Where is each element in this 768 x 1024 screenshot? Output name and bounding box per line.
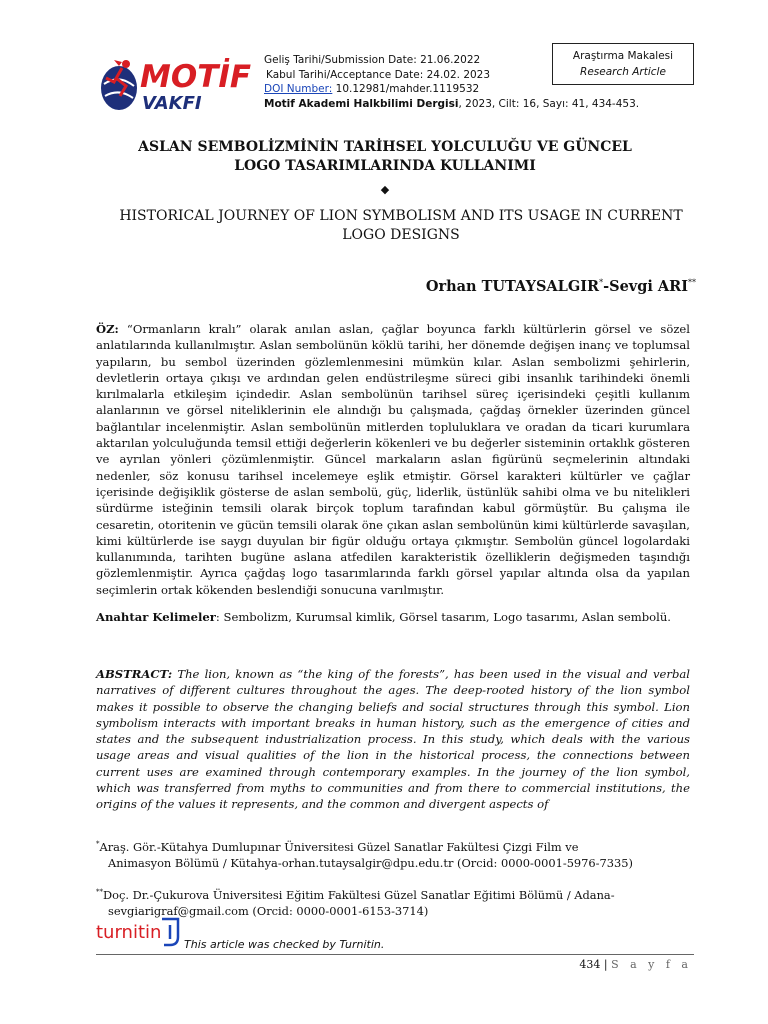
article-type-tr: Araştırma Makalesi: [572, 50, 674, 62]
author-second: -Sevgi ARI: [603, 278, 688, 295]
footnote-2-rest: sevgiarigraf@gmail.com (Orcid: 0000-0001-6153-3714): [108, 904, 429, 919]
globe-runner-icon: [96, 56, 142, 116]
doi-value: 10.12981/mahder.1119532: [332, 83, 480, 95]
journal-issue: , 2023, Cilt: 16, Sayı: 41, 434-453.: [458, 97, 640, 110]
title-english: HISTORICAL JOURNEY OF LION SYMBOLISM AND ITS USAGE IN CURRENT LOGO DESIGNS: [119, 208, 683, 243]
abstract-turkish-label: ÖZ:: [96, 322, 119, 336]
abstract-turkish-text: “Ormanların kralı” olarak anılan aslan, çağlar boyunca farklı kültürlerin görsel ve sözel anlatılarında kullanılmıştır. Aslan sembolünün köklü tarihi, her dönemde değişen inanç ve toplumsal yapıların, bu sembol üzerinden gözlemlenmesini mümkün kılar. Aslan sembolizmi şehirlerin, devletlerin ortaya çıkışı ve ardından gelen endüstrileşme süreci gibi insanlık tarihindeki önemli kırılmalarla etkileşim içindedir. Aslan sembolünün tarihsel süreç içerisindeki çeşitli kullanım alanlarının ve görsel niteliklerinin ele alındığı bu çalışmada, çağdaş örnekler üzerinden güncel bağlantılar incelenmiştir. Aslan sembolünün mitlerden topluluklara ve oradan da ticari kurumlara aktarılan yolculuğunda temsil ettiği değerlerin kökenleri ve bu değerler sisteminin ortaklık gösteren ve ayrılan yönleri çözümlenmiştir. Güncel markaların aslan figürünü seçmelerinin altındaki nedenler, söz konusu tarihsel incelemeye eşlik etmiştir. Görsel karakteri kültürler ve çağlar içerisinde değişiklik gösterse de aslan sembolü, güç, liderlik, üstünlük sahibi olma ve bu nitelikleri sürdürme isteğinin temsili olarak birçok toplum tarafından kabul görmüştür. Bu çalışma ile cesaretin, otoritenin ve gücün temsili olarak öne çıkan aslan sembolünün kimi kültürlerde savaşılan, kimi kültürlerde ise saygı duyulan bir figür olduğu ortaya çıkmıştır. Sembolün güncel logolardaki kullanımında, tarihten bugüne aslana atfedilen karakteristik özelliklerin değişmeden taşındığı gözlemlenmiştir. Ayrıca çağdaş logo tasarımlarında farklı görsel yapılar altında olsa da yapılan seçimlerin ortak kökenden beslendiği sonucuna varılmıştır.: [96, 322, 690, 597]
footnote-second-author: [96, 884, 698, 920]
diamond-divider-icon: ◆: [380, 183, 390, 196]
submission-date: Geliş Tarihi/Submission Date: 21.06.2022: [264, 54, 481, 66]
keywords-label: Anahtar Kelimeler: [96, 610, 216, 624]
abstract-english: [96, 666, 690, 813]
abstract-english-text: The lion, known as “the king of the forests”, has been used in the visual and verbal narratives of different cultures throughout the ages. The deep-rooted history of the lion symbol makes it possible to observe the changing beliefs and social structures through this symbol. Lion symbolism interacts with important breaks in human history, such as the emergence of cities and states and the subsequent industrialization process. In this study, which deals with the various usage areas and visual qualities of the lion in the historical process, the connections between current uses are examined through contemporary examples. In the journey of the lion symbol, which was transferred from myths to communities and from there to commercial institutions, the origins of the values it represents, and the common and divergent aspects of: [96, 667, 690, 812]
author-second-footnote-mark[interactable]: **: [688, 278, 696, 287]
footnote-mark-2: **: [96, 888, 103, 896]
page-number-value: 434 |: [579, 958, 612, 971]
turnitin-logo: turnitin: [96, 922, 162, 943]
author-first-footnote-mark[interactable]: *: [599, 278, 604, 287]
page-number: [579, 958, 692, 972]
doi-link[interactable]: DOI Number:: [264, 83, 333, 95]
article-type-en: Research Article: [580, 66, 666, 78]
keywords-text: : Sembolizm, Kurumsal kimlik, Görsel tasarım, Logo tasarımı, Aslan sembolü.: [215, 610, 671, 624]
motif-vakfi-logo: [96, 48, 256, 120]
keywords-turkish: [96, 609, 690, 625]
logo-sub-text: VAKFI: [142, 93, 202, 114]
turnitin-note: This article was checked by Turnitin.: [184, 938, 385, 951]
footnote-1-rest: Animasyon Bölümü / Kütahya-orhan.tutaysalgir@dpu.edu.tr (Orcid: 0000-0001-5976-7335): [108, 856, 633, 871]
abstract-english-label: ABSTRACT:: [96, 667, 173, 681]
turnitin-mark-icon: [158, 917, 182, 947]
page-label: S a y f a: [611, 958, 692, 971]
author-first: Orhan TUTAYSALGIR: [425, 278, 600, 295]
article-type-badge: [552, 43, 694, 85]
logo-brand-text: MOTİF: [140, 59, 252, 95]
journal-name: Motif Akademi Halkbilimi Dergisi: [264, 97, 459, 110]
title-turkish: ASLAN SEMBOLİZMİNİN TARİHSEL YOLCULUĞU VE GÜNCEL LOGO TASARIMLARINDA KULLANIMI: [138, 139, 632, 174]
footer-rule: [96, 954, 694, 955]
footnote-1-first-line: Araş. Gör.-Kütahya Dumlupınar Üniversitesi Güzel Sanatlar Fakültesi Çizgi Film ve: [99, 840, 579, 854]
journal-citation: [264, 97, 684, 112]
abstract-turkish: [96, 321, 690, 598]
footnote-mark-1: *: [96, 840, 100, 848]
acceptance-date-text: Kabul Tarihi/Acceptance Date: 24.02. 2023: [266, 68, 491, 81]
footnote-first-author: [96, 836, 698, 872]
footnote-2-first-line: Doç. Dr.-Çukurova Üniversitesi Eğitim Fakültesi Güzel Sanatlar Eğitimi Bölümü / Adana-: [103, 888, 615, 902]
author-line: [426, 274, 696, 296]
